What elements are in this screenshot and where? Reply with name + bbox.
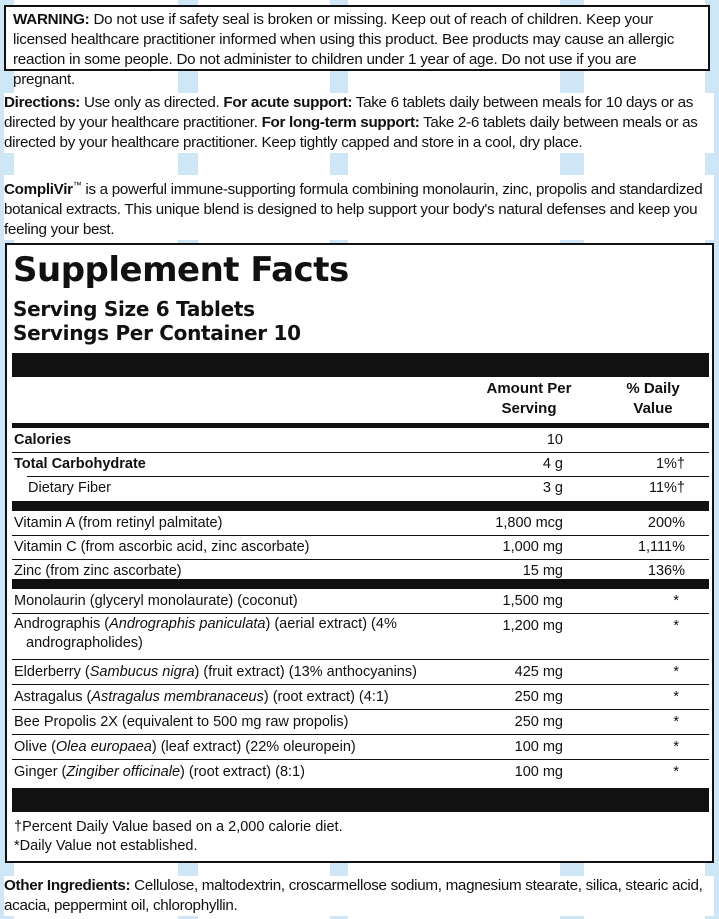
ingredient-name-text: ) (leaf extract) (22% oleuropein) — [151, 739, 356, 755]
footnote-dv-not-established: *Daily Value not established. — [14, 838, 198, 854]
row-divider — [12, 709, 709, 710]
directions-text: Take 6 tablets daily between meals for 10 days or as directed by your healthcare practitioner. — [4, 94, 694, 131]
ingredient-dv: * — [673, 593, 679, 609]
ingredient-row — [12, 686, 709, 709]
amount-header-line: Serving — [501, 400, 557, 417]
vitamin-amount: 1,000 mg — [502, 539, 563, 555]
ingredient-name-text: Olive ( — [14, 739, 56, 755]
acute-support-label: For acute support: — [223, 94, 353, 111]
amount-header-line: Amount Per — [486, 380, 572, 397]
vitamin-row — [12, 512, 709, 535]
other-ingredients-paragraph — [4, 876, 714, 916]
ingredient-dv: * — [673, 664, 679, 680]
ingredient-row — [12, 761, 709, 784]
ingredient-name-text: Monolaurin (glyceryl monolaurate) (coconut) — [14, 593, 298, 609]
latin-name: Sambucus nigra — [89, 664, 195, 680]
vitamin-amount: 15 mg — [522, 563, 563, 579]
row-divider — [12, 659, 709, 660]
vitamin-dv: 200% — [647, 515, 685, 531]
thick-divider — [12, 788, 709, 812]
ingredient-name — [14, 761, 305, 783]
thick-divider — [12, 353, 709, 377]
ingredient-name-text: ) (root extract) (8:1) — [180, 764, 305, 780]
ingredient-dv: * — [673, 618, 679, 634]
nutrient-name: Total Carbohydrate — [14, 456, 146, 472]
ingredient-name — [14, 661, 417, 683]
latin-name: Andrographis paniculata — [109, 616, 266, 632]
long-term-support-label: For long-term support: — [261, 114, 420, 131]
warning-text: Do not use if safety seal is broken or missing. Keep out of reach of children. Keep your licensed healthcare practitioner informed when using this product. Bee products may cause an allergic reaction in some people. Do not administer to children under 1 year of age. Do not use if you are pregnant. — [13, 11, 675, 88]
ingredient-name-text: Elderberry ( — [14, 664, 90, 680]
row-divider — [12, 734, 709, 735]
ingredient-row — [12, 661, 709, 684]
warning-box — [4, 5, 710, 88]
ingredient-amount: 250 mg — [514, 714, 563, 730]
ingredient-dv: * — [673, 689, 679, 705]
brand-name: CompliVir — [4, 181, 73, 199]
ingredient-row — [12, 736, 709, 759]
directions-text: Take 2-6 tablets daily between meals or as directed by your healthcare practitioner. Keep tightly capped and store in a cool, dry place. — [4, 114, 698, 151]
ingredient-name-text: Andrographis ( — [14, 616, 110, 632]
ingredient-name-text: ) (fruit extract) (13% anthocyanins) — [194, 664, 417, 680]
nutrient-row-fiber — [12, 477, 709, 500]
directions-text: Use only as directed. — [80, 94, 224, 111]
facts-title: Supplement Facts — [13, 250, 349, 290]
vitamin-name: Zinc (from zinc ascorbate) — [14, 563, 182, 579]
ingredient-amount: 425 mg — [514, 664, 563, 680]
daily-value-header — [599, 379, 707, 419]
ingredient-dv: * — [673, 764, 679, 780]
ingredient-name — [14, 736, 356, 758]
trademark-symbol: ™ — [72, 180, 82, 190]
amount-per-serving-header — [469, 379, 589, 419]
vitamin-name: Vitamin C (from ascorbic acid, zinc ascorbate) — [14, 539, 310, 555]
ingredient-name — [14, 686, 389, 708]
warning-label: WARNING: — [13, 11, 90, 28]
ingredient-name — [14, 615, 397, 653]
vitamin-row — [12, 536, 709, 559]
latin-name: Olea europaea — [55, 739, 152, 755]
other-ingredients-text: Cellulose, maltodextrin, croscarmellose sodium, magnesium stearate, silica, stearic acid, acacia, peppermint oil, chlorophyllin. — [4, 877, 703, 914]
description-paragraph — [4, 175, 714, 240]
servings-per-container: Servings Per Container 10 — [13, 321, 301, 345]
footnote-dv-basis: †Percent Daily Value based on a 2,000 calorie diet. — [14, 819, 343, 835]
ingredient-name — [14, 711, 348, 733]
supplement-facts-panel — [5, 243, 714, 863]
row-divider — [12, 759, 709, 760]
ingredient-name-text: ) (root extract) (4:1) — [263, 689, 389, 705]
nutrient-dv: 11%† — [648, 480, 685, 496]
serving-size: Serving Size 6 Tablets — [13, 297, 255, 321]
ingredient-amount: 250 mg — [514, 689, 563, 705]
vitamin-name: Vitamin A (from retinyl palmitate) — [14, 515, 223, 531]
ingredient-name-text: Bee Propolis 2X (equivalent to 500 mg raw propolis) — [14, 714, 349, 730]
ingredient-row — [12, 590, 709, 613]
latin-name: Zingiber officinale — [66, 764, 181, 780]
nutrient-name: Dietary Fiber — [28, 480, 111, 496]
nutrient-amount: 3 g — [542, 480, 563, 496]
vitamin-amount: 1,800 mcg — [495, 515, 563, 531]
nutrient-row-carbohydrate — [12, 453, 709, 476]
ingredient-name-text: Ginger ( — [14, 764, 67, 780]
vitamin-dv: 136% — [647, 563, 685, 579]
nutrient-name: Calories — [14, 432, 72, 448]
ingredient-name-text: Astragalus ( — [14, 689, 92, 705]
ingredient-dv: * — [673, 739, 679, 755]
vitamin-dv: 1,111% — [637, 539, 685, 555]
ingredient-name-text: andrographolides) — [26, 635, 143, 651]
other-ingredients-label: Other Ingredients: — [4, 877, 131, 894]
directions-label: Directions: — [4, 94, 81, 111]
nutrient-amount: 10 — [546, 432, 563, 448]
row-divider — [12, 684, 709, 685]
thick-divider — [12, 501, 709, 511]
ingredient-amount: 100 mg — [514, 739, 563, 755]
nutrient-amount: 4 g — [542, 456, 563, 472]
dv-header-line: Value — [633, 400, 673, 417]
ingredient-name — [14, 590, 298, 612]
directions-paragraph — [4, 93, 714, 153]
ingredient-amount: 1,200 mg — [502, 618, 563, 634]
nutrient-dv: 1%† — [655, 456, 685, 472]
ingredient-dv: * — [673, 714, 679, 730]
thick-divider — [12, 579, 709, 589]
row-divider — [12, 613, 709, 614]
latin-name: Astragalus membranaceus — [91, 689, 264, 705]
dv-header-line: % Daily — [626, 380, 680, 397]
ingredient-amount: 1,500 mg — [502, 593, 563, 609]
ingredient-amount: 100 mg — [514, 764, 563, 780]
description-text: is a powerful immune-supporting formula combining monolaurin, zinc, propolis and standardized botanical extracts. This unique blend is designed to help support your body's natural defenses and keep you feeling your best. — [4, 181, 703, 239]
ingredient-row — [12, 711, 709, 734]
ingredient-row — [12, 615, 709, 657]
nutrient-row-calories — [12, 429, 709, 452]
ingredient-name-text: ) (aerial extract) (4% — [265, 616, 397, 632]
medium-divider — [12, 423, 709, 428]
